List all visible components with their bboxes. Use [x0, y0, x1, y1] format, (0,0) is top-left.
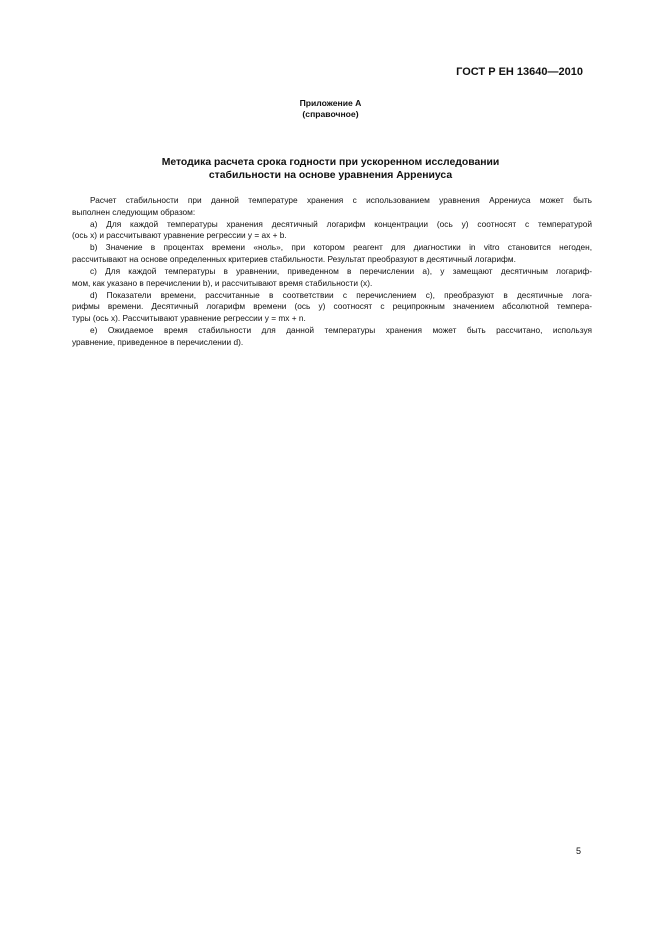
paragraph-line: c) Для каждой температуры в уравнении, приведенном в перечислении а), y замещают десятичным логариф- — [90, 266, 592, 277]
paragraph — [72, 195, 592, 218]
annex-title: Приложение А — [299, 98, 362, 108]
paragraph-line: туры (ось x). Рассчитывают уравнение регрессии y = mx + n. — [72, 312, 306, 323]
section-title — [0, 156, 661, 182]
paragraph-line: рассчитывают на основе определенных критериев стабильности. Результат преобразуют в десятичный логарифм. — [72, 253, 516, 264]
paragraph-line: мом, как указано в перечислении b), и рассчитывают время стабильности (x). — [72, 277, 373, 288]
paragraph-line: рифмы времени. Десятичный логарифм времени (ось y) соотносят с реципрокным значением абсолютной темпера- — [72, 301, 592, 312]
paragraph-line: Расчет стабильности при данной температуре хранения с использованием уравнения Аррениуса может быть — [90, 195, 592, 205]
paragraph-line: e) Ожидаемое время стабильности для данной температуры хранения может быть рассчитано, используя — [90, 325, 592, 336]
section-title-line: Методика расчета срока годности при ускоренном исследовании — [161, 157, 500, 168]
section-title-line: стабильности на основе уравнения Аррениуса — [208, 170, 453, 181]
paragraph-line: выполнен следующим образом: — [72, 206, 196, 217]
paragraph — [72, 325, 592, 348]
paragraph-line: a) Для каждой температуры хранения десятичный логарифм концентрации (ось y) соотносят с температурой — [90, 218, 592, 229]
paragraph — [72, 266, 592, 289]
paragraph-line: уравнение, приведенное в перечислении d). — [72, 336, 244, 347]
paragraph — [72, 290, 592, 325]
document-header-standard: ГОСТ Р ЕН 13640—2010 — [456, 66, 583, 78]
page-number: 5 — [576, 846, 582, 856]
paragraph — [72, 219, 592, 242]
paragraph — [72, 242, 592, 265]
paragraph-line: (ось x) и рассчитывают уравнение регрессии y = ax + b. — [72, 230, 287, 241]
document-body — [72, 195, 592, 349]
paragraph-line: d) Показатели времени, рассчитанные в соответствии с перечислением с), преобразуют в десятичные лога- — [90, 289, 592, 300]
paragraph-line: b) Значение в процентах времени «ноль», при котором реагент для диагностики in vitro становится негоден, — [90, 242, 592, 253]
annex-type: (справочное) — [302, 109, 359, 119]
